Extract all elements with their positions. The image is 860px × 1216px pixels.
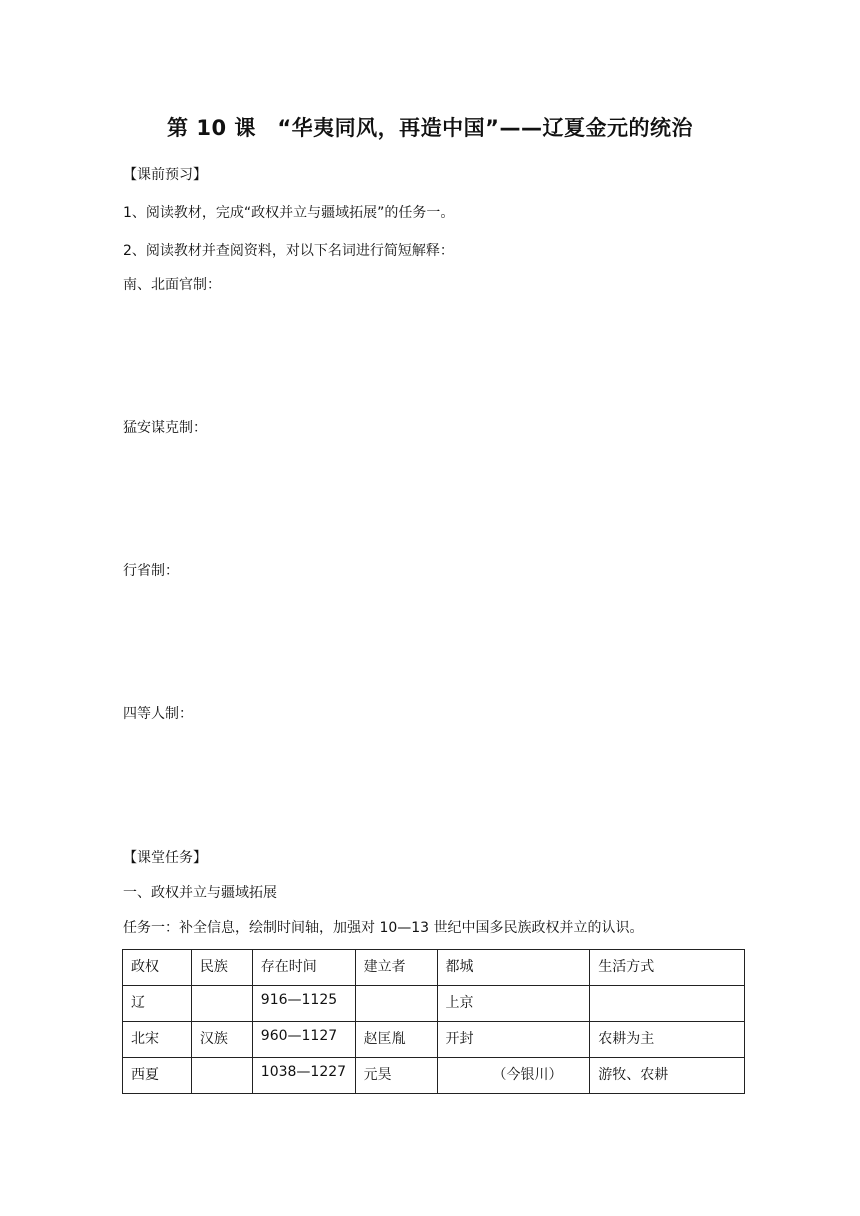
table-row (123, 986, 745, 1022)
cell-capital: 开封 (437, 1022, 590, 1058)
header-ethnicity: 民族 (191, 950, 252, 986)
cell-regime: 北宋 (123, 1022, 192, 1058)
task-one-text: 任务一：补全信息，绘制时间轴，加强对 10—13 世纪中国多民族政权并立的认识。 (123, 920, 644, 936)
table-header-row (123, 950, 745, 986)
cell-capital: 上京 (437, 986, 590, 1022)
regimes-table (122, 949, 745, 1094)
header-period: 存在时间 (252, 950, 355, 986)
cell-ethnicity: 汉族 (191, 1022, 252, 1058)
table-row (123, 1022, 745, 1058)
header-regime: 政权 (123, 950, 192, 986)
cell-founder: 元昊 (355, 1058, 437, 1094)
cell-period: 960—1127 (252, 1022, 355, 1058)
header-founder: 建立者 (355, 950, 437, 986)
cell-regime: 辽 (123, 986, 192, 1022)
table-row (123, 1058, 745, 1094)
preview-item-1: 1、阅读教材，完成“政权并立与疆域拓展”的任务一。 (123, 205, 455, 221)
term-sideng-ren: 四等人制： (123, 706, 193, 722)
cell-period: 1038—1227 (252, 1058, 355, 1094)
classroom-heading: 【课堂任务】 (123, 850, 207, 866)
cell-lifestyle (590, 986, 745, 1022)
cell-founder (355, 986, 437, 1022)
term-mengan-mouke: 猛安谋克制： (123, 420, 207, 436)
preview-heading: 【课前预习】 (123, 167, 207, 183)
cell-regime: 西夏 (123, 1058, 192, 1094)
cell-lifestyle: 农耕为主 (590, 1022, 745, 1058)
lesson-title: 第 10 课 “华夷同风，再造中国”——辽夏金元的统治 (167, 116, 693, 140)
cell-lifestyle: 游牧、农耕 (590, 1058, 745, 1094)
term-nanbei-mianguan: 南、北面官制： (123, 277, 221, 293)
cell-capital (437, 1058, 590, 1094)
cell-ethnicity (191, 986, 252, 1022)
header-capital: 都城 (437, 950, 590, 986)
capital-note: （今银川） (492, 1067, 563, 1083)
preview-item-2: 2、阅读教材并查阅资料，对以下名词进行简短解释： (123, 243, 454, 259)
cell-period: 916—1125 (252, 986, 355, 1022)
header-lifestyle: 生活方式 (590, 950, 745, 986)
cell-ethnicity (191, 1058, 252, 1094)
section-heading: 一、政权并立与疆域拓展 (123, 885, 277, 901)
term-xingsheng: 行省制： (123, 563, 179, 579)
cell-founder: 赵匡胤 (355, 1022, 437, 1058)
